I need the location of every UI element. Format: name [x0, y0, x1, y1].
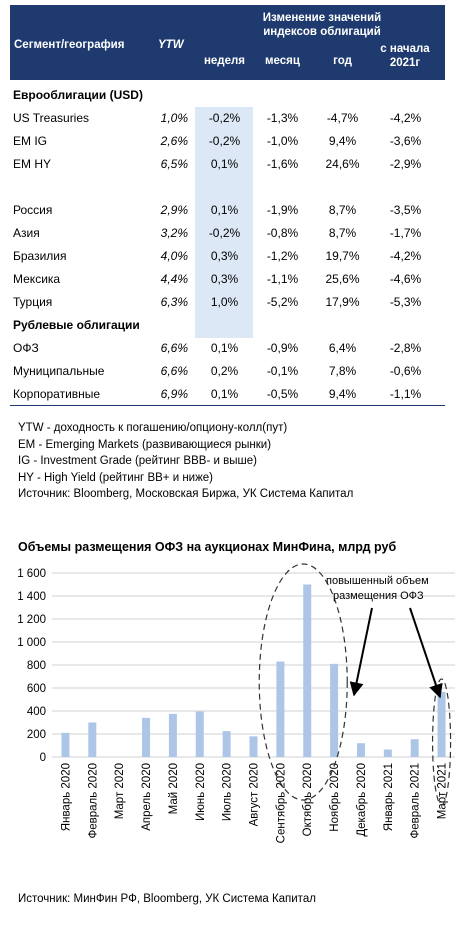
row-month-change: -0,8%: [266, 226, 299, 240]
row-week-change: 0,1%: [210, 387, 239, 401]
row-week-change: 0,1%: [210, 157, 239, 171]
row-ytw: 6,5%: [160, 157, 188, 171]
note-line: HY - High Yield (рейтинг BB+ и ниже): [18, 471, 214, 484]
row-month-change: -1,9%: [266, 203, 299, 217]
row-ytd-change: -2,8%: [389, 341, 422, 355]
row-year-change: -4,7%: [326, 111, 359, 125]
row-week-change: 0,1%: [210, 341, 239, 355]
row-segment: EM IG: [13, 134, 48, 148]
row-segment: Турция: [13, 295, 53, 309]
row-ytd-change: -1,7%: [389, 226, 422, 240]
row-segment: Муниципальные: [13, 364, 105, 378]
table-row: [10, 153, 445, 176]
row-month-change: -1,3%: [266, 111, 299, 125]
y-tick-label: 400: [26, 706, 46, 718]
row-ytw: 2,6%: [160, 134, 188, 148]
row-month-change: -1,6%: [266, 157, 299, 171]
row-segment: Россия: [13, 203, 53, 217]
chart-title: Объемы размещения ОФЗ на аукционах МинФина, млрд руб: [18, 540, 397, 554]
table-row: [10, 383, 445, 406]
y-tick-label: 1 600: [17, 568, 46, 580]
y-tick-label: 1 000: [17, 637, 46, 649]
row-ytw: 6,3%: [160, 295, 188, 309]
row-ytd-change: -3,6%: [389, 134, 422, 148]
row-segment: Бразилия: [13, 249, 67, 263]
row-year-change: 8,7%: [328, 203, 357, 217]
ofz-placement-chart: [0, 560, 465, 890]
table-row: [10, 222, 445, 245]
row-year-change: 6,4%: [328, 341, 357, 355]
row-ytw: 4,4%: [160, 272, 188, 286]
y-tick-label: 800: [26, 660, 46, 672]
x-tick-label: Март 2020: [114, 763, 127, 820]
row-segment: Азия: [13, 226, 40, 240]
bar: [384, 750, 392, 757]
row-segment: Мексика: [13, 272, 61, 286]
row-week-change: 0,3%: [210, 272, 239, 286]
x-tick-label: Октябрь 2020: [302, 763, 315, 837]
row-week-change: 0,2%: [210, 364, 239, 378]
header-ytd: с начала 2021г: [380, 43, 430, 69]
row-segment: US Treasuries: [13, 111, 90, 125]
x-tick-label: Ноябрь 2020: [329, 763, 342, 832]
row-ytd-change: -2,9%: [389, 157, 422, 171]
table-row: [10, 130, 445, 153]
bar: [357, 743, 365, 757]
y-tick-label: 1 400: [17, 591, 46, 603]
row-month-change: -0,9%: [266, 341, 299, 355]
row-ytd-change: -4,2%: [389, 111, 422, 125]
row-week-change: 0,3%: [210, 249, 239, 263]
bond-index-table: [10, 5, 445, 401]
row-month-change: -0,1%: [266, 364, 299, 378]
section-title: Еврооблигации (USD): [13, 88, 143, 102]
bar: [223, 731, 231, 757]
note-line: EM - Emerging Markets (развивающиеся рынки): [18, 438, 272, 451]
bar: [276, 662, 284, 757]
row-segment: EM HY: [13, 157, 52, 171]
note-line: Источник: Bloomberg, Московская Биржа, УК Система Капитал: [18, 488, 354, 500]
x-tick-label: Апрель 2020: [141, 763, 154, 831]
x-tick-label: Август 2020: [248, 763, 261, 827]
section-title-row: [10, 84, 445, 107]
row-month-change: -1,1%: [266, 272, 299, 286]
row-ytd-change: -0,6%: [389, 364, 422, 378]
section-title: Рублевые облигации: [13, 318, 140, 332]
row-year-change: 24,6%: [325, 157, 360, 171]
bar: [196, 712, 204, 757]
x-tick-label: Февраль 2021: [409, 763, 422, 839]
y-tick-label: 600: [26, 683, 46, 695]
row-spacer: [10, 176, 445, 199]
table-header: [10, 5, 445, 80]
x-tick-label: Июнь 2020: [194, 763, 207, 822]
x-tick-label: Сентябрь 2020: [275, 763, 288, 844]
row-ytw: 6,9%: [160, 387, 188, 401]
table-row: [10, 291, 445, 314]
bar: [250, 736, 258, 757]
table-row: [10, 199, 445, 222]
header-year: год: [333, 55, 352, 67]
row-month-change: -1,0%: [266, 134, 299, 148]
header-change-group: Изменение значений индексов облигаций: [262, 12, 382, 38]
header-segment: Сегмент/география: [14, 39, 125, 51]
table-row: [10, 268, 445, 291]
row-month-change: -5,2%: [266, 295, 299, 309]
row-week-change: -0,2%: [208, 134, 241, 148]
row-month-change: -0,5%: [266, 387, 299, 401]
row-week-change: -0,2%: [208, 226, 241, 240]
table-notes: [18, 420, 353, 503]
table-row: [10, 360, 445, 383]
row-year-change: 9,4%: [328, 134, 357, 148]
bar: [330, 664, 338, 757]
row-ytw: 6,6%: [160, 364, 188, 378]
annotation-arrow: [354, 608, 372, 695]
bar: [438, 692, 446, 757]
row-month-change: -1,2%: [266, 249, 299, 263]
row-year-change: 19,7%: [325, 249, 360, 263]
chart-source: Источник: МинФин РФ, Bloomberg, УК Система Капитал: [18, 893, 316, 905]
bar: [142, 718, 150, 757]
section-title-row: [10, 314, 445, 337]
row-ytd-change: -4,2%: [389, 249, 422, 263]
note-line: IG - Investment Grade (рейтинг BBB- и выше): [18, 455, 257, 467]
row-ytd-change: -1,1%: [389, 387, 422, 401]
bar: [88, 723, 96, 758]
row-year-change: 9,4%: [328, 387, 357, 401]
bar: [169, 714, 177, 757]
row-ytd-change: -5,3%: [389, 295, 422, 309]
x-tick-label: Май 2020: [167, 763, 180, 815]
row-year-change: 8,7%: [328, 226, 357, 240]
y-tick-label: 0: [39, 752, 46, 764]
x-tick-label: Июль 2020: [221, 763, 234, 822]
row-ytw: 2,9%: [160, 203, 188, 217]
note-line: YTW - доходность к погашению/опциону-колл(пут): [18, 422, 288, 434]
row-ytw: 4,0%: [160, 249, 188, 263]
row-ytd-change: -4,6%: [389, 272, 422, 286]
row-year-change: 7,8%: [328, 364, 357, 378]
header-week: неделя: [203, 55, 246, 67]
row-year-change: 25,6%: [325, 272, 360, 286]
row-year-change: 17,9%: [325, 295, 360, 309]
row-ytw: 6,6%: [160, 341, 188, 355]
row-week-change: 0,1%: [210, 203, 239, 217]
x-tick-label: Март 2021: [436, 763, 449, 820]
header-ytw: YTW: [158, 39, 184, 51]
row-segment: ОФЗ: [13, 341, 39, 355]
bar: [411, 739, 419, 757]
x-tick-label: Январь 2020: [60, 763, 73, 832]
bar: [61, 733, 69, 757]
row-ytw: 1,0%: [160, 111, 188, 125]
table-row: [10, 107, 445, 130]
chart-annotation: повышенный объем размещения ОФЗ: [326, 575, 429, 602]
table-row: [10, 245, 445, 268]
annotation-arrow: [410, 608, 440, 697]
row-ytw: 3,2%: [160, 226, 188, 240]
table-body: [10, 84, 445, 406]
row-segment: Корпоративные: [13, 387, 101, 401]
x-tick-label: Январь 2021: [382, 763, 395, 832]
header-month: месяц: [265, 55, 300, 67]
x-tick-label: Декабрь 2020: [355, 763, 368, 837]
x-tick-label: Февраль 2020: [87, 763, 100, 839]
row-week-change: -0,2%: [208, 111, 241, 125]
row-ytd-change: -3,5%: [389, 203, 422, 217]
bar: [303, 585, 311, 758]
y-tick-label: 1 200: [17, 614, 46, 626]
row-week-change: 1,0%: [210, 295, 239, 309]
table-bottom-border: [10, 405, 445, 406]
table-row: [10, 337, 445, 360]
y-tick-label: 200: [26, 729, 46, 741]
